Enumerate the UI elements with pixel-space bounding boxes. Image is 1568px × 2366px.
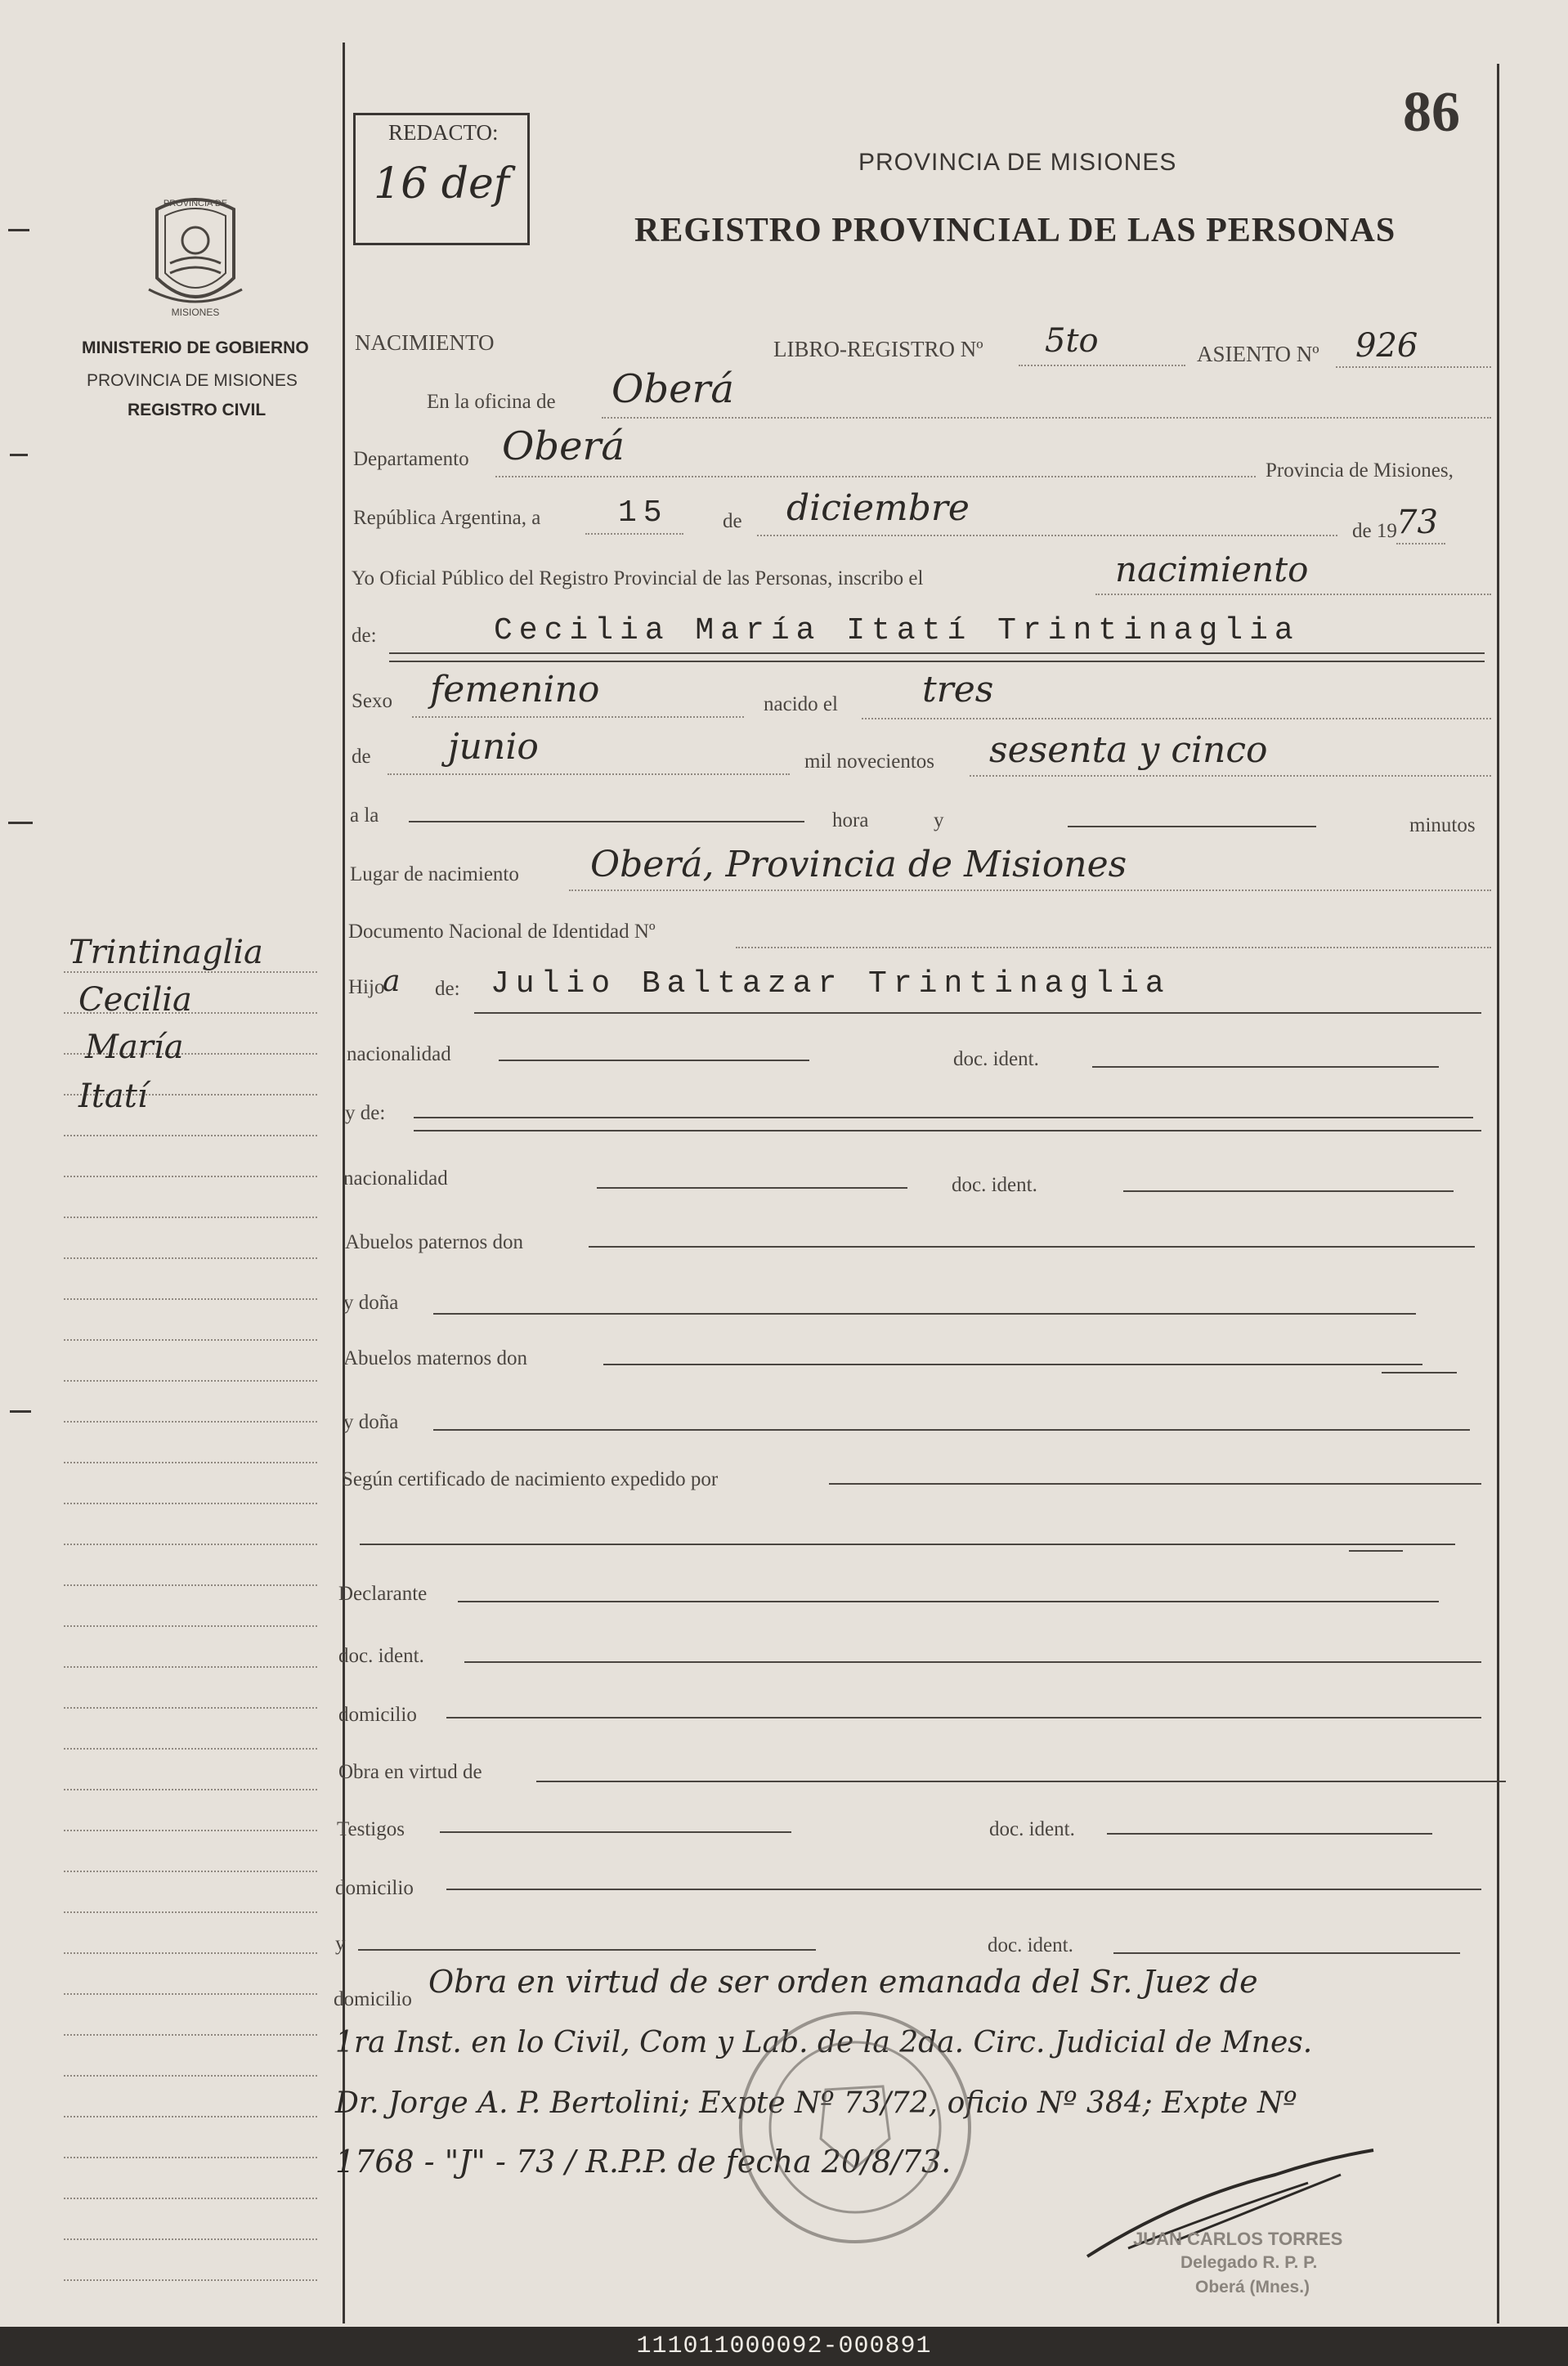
libro-value: 5to xyxy=(1045,322,1099,360)
coat-of-arms-icon xyxy=(141,193,250,324)
margin-rule xyxy=(64,1830,317,1831)
oficial-text: Yo Oficial Público del Registro Provincial de las Personas, inscribo el xyxy=(352,567,924,589)
binding-mark xyxy=(10,454,28,456)
margin-rule xyxy=(64,2198,317,2199)
doc-ident-label-3: doc. ident. xyxy=(338,1645,424,1667)
margin-rule xyxy=(64,1871,317,1872)
hijo-correction: a xyxy=(383,965,401,998)
inscribo-value: nacimiento xyxy=(1115,549,1309,589)
margin-rule xyxy=(64,2116,317,2117)
redacto-value: 16 def xyxy=(374,159,510,208)
margin-rule xyxy=(64,1789,317,1790)
ministry-line2: PROVINCIA DE MISIONES xyxy=(87,371,298,390)
binding-mark xyxy=(8,229,29,231)
margin-rule xyxy=(64,1380,317,1382)
y-dona-label-2: y doña xyxy=(343,1411,399,1433)
sexo-label: Sexo xyxy=(352,690,392,712)
note-line-2: 1ra Inst. en lo Civil, Com y Lab. de la 2da. Circ. Judicial de Mnes. xyxy=(335,2026,1313,2059)
margin-note-line3: María xyxy=(85,1028,184,1066)
margin-rule xyxy=(64,1135,317,1136)
de-label-2: de xyxy=(352,746,371,768)
margin-rule xyxy=(64,1911,317,1913)
form-right-border xyxy=(1497,64,1499,2323)
province-heading: PROVINCIA DE MISIONES xyxy=(858,149,1177,176)
note-line-1: Obra en virtud de ser orden emanada del Sr. Juez de xyxy=(428,1964,1258,2000)
ministry-line1: MINISTERIO DE GOBIERNO xyxy=(82,338,309,357)
hora-label: hora xyxy=(832,809,869,831)
margin-note-line4: Itatí xyxy=(78,1078,148,1115)
margin-rule xyxy=(64,1503,317,1504)
official-seal-stamp xyxy=(736,2008,974,2247)
obra-label: Obra en virtud de xyxy=(338,1761,482,1783)
doc-ident-label-2: doc. ident. xyxy=(952,1174,1037,1196)
domicilio-label-3: domicilio xyxy=(334,1988,412,2010)
margin-rule xyxy=(64,1421,317,1423)
oficina-label: En la oficina de xyxy=(427,391,556,413)
y-label: y xyxy=(934,809,944,831)
anio-label: de 19 xyxy=(1352,520,1397,542)
margin-rule xyxy=(64,1257,317,1259)
declarante-label: Declarante xyxy=(338,1583,428,1605)
margin-rule xyxy=(64,1952,317,1954)
redacto-label: REDACTO: xyxy=(388,120,499,145)
margin-rule xyxy=(64,2157,317,2158)
margin-rule xyxy=(64,971,317,973)
mil-label: mil novecientos xyxy=(804,751,934,773)
binding-mark xyxy=(8,822,33,824)
abuelos-paternos-label: Abuelos paternos don xyxy=(345,1231,524,1253)
de-colon-label: de: xyxy=(352,625,377,647)
margin-rule xyxy=(64,1462,317,1463)
redacto-box xyxy=(353,113,530,245)
libro-label: LIBRO-REGISTRO Nº xyxy=(773,337,983,361)
mes-nac-value: junio xyxy=(448,726,539,768)
departamento-label: Departamento xyxy=(353,448,469,470)
doc-ident-label-4: doc. ident. xyxy=(989,1818,1075,1840)
nacido-label: nacido el xyxy=(764,693,838,715)
margin-rule xyxy=(64,1339,317,1341)
margin-rule xyxy=(64,2279,317,2281)
margin-rule xyxy=(64,1625,317,1627)
domicilio-label-1: domicilio xyxy=(338,1704,417,1726)
margin-rule xyxy=(64,1176,317,1177)
testigos-label: Testigos xyxy=(337,1818,405,1840)
stamp-line2: Delegado R. P. P. xyxy=(1180,2253,1318,2272)
margin-rule xyxy=(64,2034,317,2036)
margin-rule xyxy=(64,1584,317,1586)
republica-label: República Argentina, a xyxy=(353,507,541,529)
oficina-value: Oberá xyxy=(612,366,735,412)
lugar-label: Lugar de nacimiento xyxy=(350,863,519,885)
margin-note-line2: Cecilia xyxy=(78,981,192,1019)
minutos-label: minutos xyxy=(1409,814,1476,836)
doc-ident-label-1: doc. ident. xyxy=(953,1048,1039,1070)
mes-value: diciembre xyxy=(786,487,970,529)
nacionalidad-label-2: nacionalidad xyxy=(343,1167,448,1190)
svg-text:PROVINCIA DE: PROVINCIA DE xyxy=(163,199,228,208)
anio-nac-value: sesenta y cinco xyxy=(989,729,1268,771)
asiento-value: 926 xyxy=(1355,327,1418,365)
note-line-4: 1768 - "J" - 73 / R.P.P. de fecha 20/8/73. xyxy=(335,2144,952,2180)
asiento-label: ASIENTO Nº xyxy=(1197,342,1319,366)
hijo-de-label: de: xyxy=(435,978,460,1000)
stamp-line3: Oberá (Mnes.) xyxy=(1195,2278,1310,2297)
margin-rule xyxy=(64,1993,317,1995)
lugar-value: Oberá, Provincia de Misiones xyxy=(590,844,1127,885)
anio-value: 73 xyxy=(1396,504,1438,541)
binding-mark xyxy=(10,1410,31,1413)
y-dona-label-1: y doña xyxy=(343,1292,399,1314)
stamp-line1: JUAN CARLOS TORRES xyxy=(1133,2229,1343,2249)
nacido-value: tres xyxy=(922,669,994,710)
act-type-label: NACIMIENTO xyxy=(355,330,495,355)
margin-rule xyxy=(64,1707,317,1709)
margin-rule xyxy=(64,2075,317,2077)
note-line-3: Dr. Jorge A. P. Bertolini; Expte Nº 73/72, oficio Nº 384; Expte Nº xyxy=(335,2086,1297,2120)
departamento-value: Oberá xyxy=(502,423,625,469)
segun-label: Según certificado de nacimiento expedido por xyxy=(342,1468,719,1490)
ministry-line3: REGISTRO CIVIL xyxy=(128,401,267,419)
doc-ident-label-5: doc. ident. xyxy=(988,1934,1073,1956)
a-la-label: a la xyxy=(350,804,379,827)
nacionalidad-label-1: nacionalidad xyxy=(347,1043,451,1065)
domicilio-label-2: domicilio xyxy=(335,1877,414,1899)
padre-value: Julio Baltazar Trintinaglia xyxy=(491,966,1171,1002)
de-label: de xyxy=(723,510,742,532)
page-number: 86 xyxy=(1403,81,1460,144)
sexo-value: femenino xyxy=(430,669,600,710)
margin-rule xyxy=(64,1544,317,1545)
y-de-label: y de: xyxy=(345,1102,386,1124)
image-id-footer: 111011000092-000891 xyxy=(0,2327,1568,2366)
dni-label: Documento Nacional de Identidad Nº xyxy=(348,921,656,943)
abuelos-maternos-label: Abuelos maternos don xyxy=(343,1347,527,1369)
nombre-value: Cecilia María Itatí Trintinaglia xyxy=(494,613,1300,648)
margin-rule xyxy=(64,1298,317,1300)
page-title: REGISTRO PROVINCIAL DE LAS PERSONAS xyxy=(634,212,1396,249)
y-label-2: y xyxy=(335,1933,346,1955)
svg-text:MISIONES: MISIONES xyxy=(171,307,220,318)
margin-rule xyxy=(64,1748,317,1750)
dia-value: 15 xyxy=(618,495,669,531)
hijo-label: Hijo xyxy=(348,976,385,998)
margin-rule xyxy=(64,2238,317,2240)
margin-rule xyxy=(64,1666,317,1668)
margin-rule xyxy=(64,1217,317,1218)
provincia-label: Provincia de Misiones, xyxy=(1266,459,1454,482)
margin-note-line1: Trintinaglia xyxy=(69,934,263,971)
